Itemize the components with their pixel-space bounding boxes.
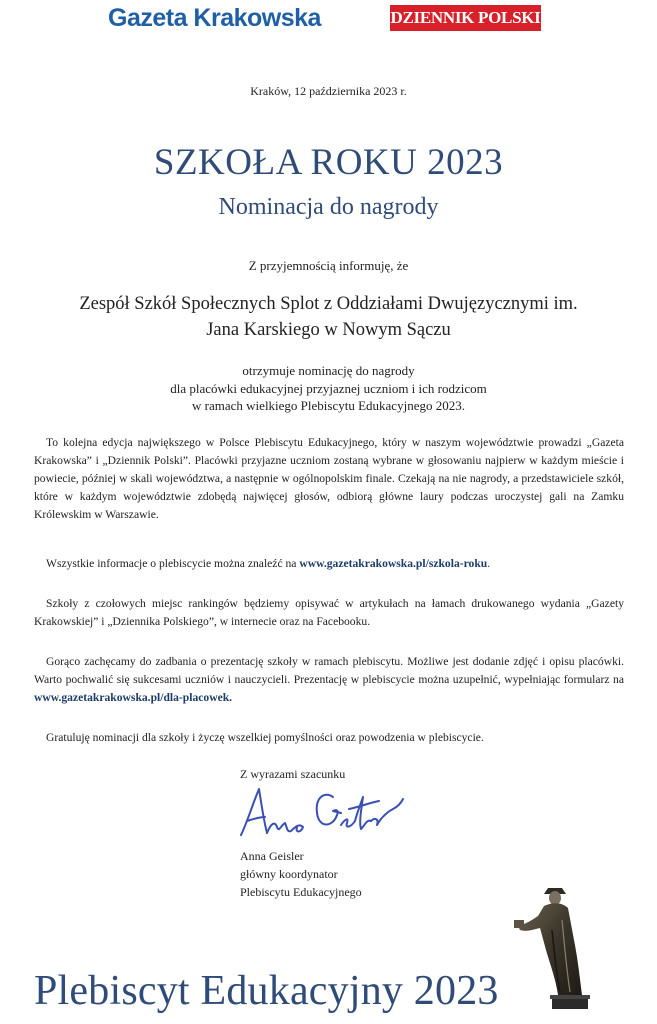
letter-date: Kraków, 12 października 2023 r. xyxy=(250,84,407,98)
szkola-roku-link[interactable]: www.gazetakrakowska.pl/szkola-roku xyxy=(299,557,488,570)
paragraph-info-end: . xyxy=(487,557,491,570)
intro-line: Z przyjemnością informuję, że xyxy=(248,258,409,273)
page-subtitle: Nominacja do nagrody xyxy=(218,194,439,220)
signer-role: główny koordynator xyxy=(240,867,338,881)
nomination-line: w ramach wielkiego Plebiscytu Edukacyjnego 2023. xyxy=(192,398,465,413)
nomination-line: dla placówki edukacyjnej przyjaznej uczniom i ich rodzicom xyxy=(170,380,487,396)
paragraph-edition: To kolejna edycja największego w Polsce Plebiscytu Edukacyjnego, który w naszym województwie prowadzi „Gazeta Krakowska” i „Dziennik Polski”. Placówki przyjazne uczniom zostaną wybrane w głosowaniu najpierw w każdym mieście i powiecie, później w skali województwa, a następnie w ogólnopolskim finale. Czekają na nie nagrody, a przedstawiciele szkół, które w każdym województwie zdobędą najwięcej głosów, odbiorą główne laury podczas uroczystej gali na Zamku Królewskim w Warszawie. xyxy=(34,436,624,521)
gazeta-krakowska-logo: Gazeta Krakowska xyxy=(108,4,321,32)
paragraph-presentation xyxy=(34,653,624,707)
signer-organization: Plebiscytu Edukacyjnego xyxy=(240,885,362,899)
letterhead xyxy=(0,0,657,40)
nomination-text xyxy=(100,362,557,415)
dziennik-polski-logo: DZIENNIK POLSKI xyxy=(390,5,541,31)
paragraph-presentation-text: Gorąco zachęcamy do zadbania o prezentację szkoły w ramach plebiscytu. Możliwe jest dodanie zdjęć i opisu placówki. Warto pochwalić się sukcesami uczniów i nauczycieli. Prezentację w plebiscycie można uzupełnić, wypełniając formularz na xyxy=(34,655,624,686)
paragraph-congratulations: Gratuluję nominacji dla szkoły i życzę wszelkiej pomyślności oraz powodzenia w plebiscycie. xyxy=(46,731,484,744)
paragraph-rankings: Szkoły z czołowych miejsc rankingów będziemy opisywać w artykułach na łamach drukowanego wydania „Gazety Krakowskiej” i „Dziennika Polskiego”, w internecie oraz na Facebooku. xyxy=(34,597,624,628)
paragraph-info-text: Wszystkie informacje o plebiscycie można znaleźć na xyxy=(46,557,300,570)
footer-title: Plebiscyt Edukacyjny 2023 xyxy=(34,968,499,1014)
school-name: Zespół Szkół Społecznych Splot z Oddziałami Dwujęzycznymi im. Jana Karskiego w Nowym Sączu xyxy=(79,294,578,340)
signer-block xyxy=(240,847,362,901)
handwritten-signature xyxy=(237,783,407,845)
paragraph-info xyxy=(34,555,624,573)
page-title: SZKOŁA ROKU 2023 xyxy=(153,142,504,183)
signer-name: Anna Geisler xyxy=(240,849,304,863)
dla-placowek-link[interactable]: www.gazetakrakowska.pl/dla-placowek. xyxy=(34,691,233,704)
nomination-line: otrzymuje nominację do nagrody xyxy=(242,363,415,378)
closing-phrase: Z wyrazami szacunku xyxy=(240,767,346,781)
award-statue-image xyxy=(500,880,595,1010)
